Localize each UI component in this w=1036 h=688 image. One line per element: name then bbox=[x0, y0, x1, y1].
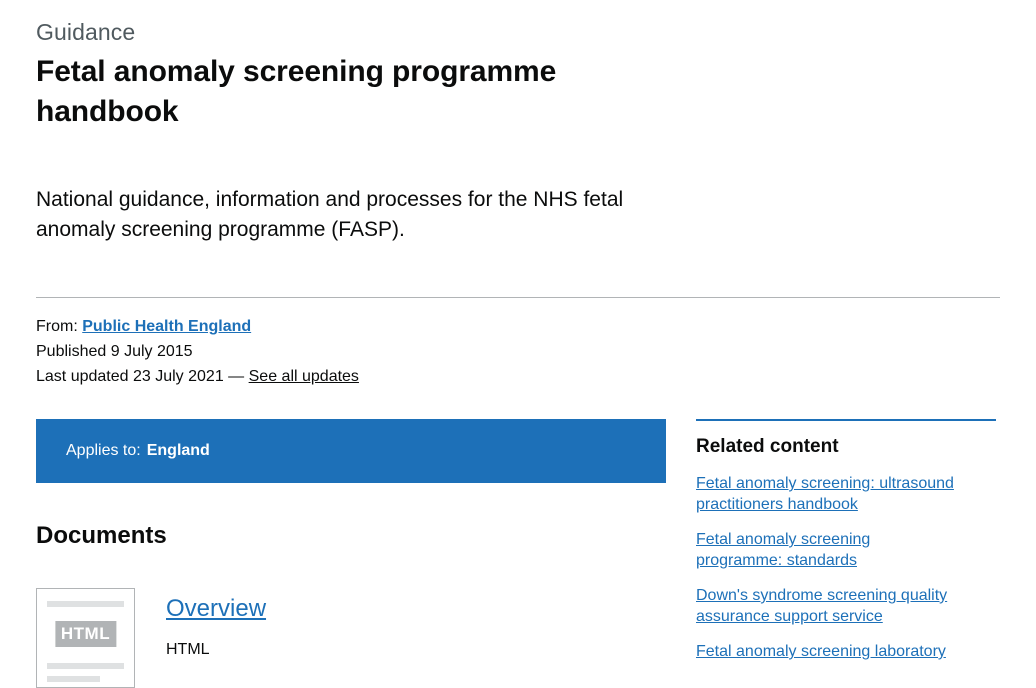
page-title: Fetal anomaly screening programme handbook bbox=[36, 55, 557, 128]
document-format-badge: HTML bbox=[55, 621, 116, 647]
document-item bbox=[36, 588, 666, 688]
last-updated-label: Last updated bbox=[36, 368, 129, 385]
main-column bbox=[36, 389, 666, 688]
related-content-heading: Related content bbox=[696, 436, 839, 457]
list-item bbox=[696, 529, 996, 571]
documents-heading: Documents bbox=[36, 522, 167, 549]
document-details bbox=[166, 588, 266, 688]
published-date: 9 July 2015 bbox=[110, 343, 193, 360]
see-all-updates-link[interactable]: See all updates bbox=[248, 368, 359, 385]
publication-metadata bbox=[36, 314, 1000, 389]
related-content-divider bbox=[696, 419, 996, 421]
from-organisation-link[interactable]: Public Health England bbox=[82, 318, 252, 335]
related-link-programme-standards[interactable]: Fetal anomaly screening programme: standards bbox=[696, 531, 871, 569]
document-thumbnail-icon bbox=[36, 588, 135, 688]
related-link-ultrasound-practitioners-handbook[interactable]: Fetal anomaly screening: ultrasound practitioners handbook bbox=[696, 475, 954, 513]
related-link-downs-syndrome-qa-service[interactable]: Down's syndrome screening quality assurance support service bbox=[696, 587, 948, 625]
list-item bbox=[696, 641, 996, 662]
applies-to-label: Applies to: bbox=[66, 442, 141, 459]
content-type-label: Guidance bbox=[36, 19, 136, 45]
page-description: National guidance, information and processes for the NHS fetal anomaly screening programme (FASP). bbox=[36, 188, 624, 241]
document-title-link[interactable]: Overview bbox=[166, 595, 267, 622]
list-item bbox=[696, 585, 996, 627]
related-link-screening-laboratory[interactable]: Fetal anomaly screening laboratory bbox=[696, 643, 946, 660]
thumb-line bbox=[47, 601, 124, 607]
updates-separator: — bbox=[228, 368, 245, 385]
published-label: Published bbox=[36, 343, 107, 360]
published-row bbox=[36, 339, 1000, 364]
thumb-line bbox=[47, 676, 100, 682]
last-updated-date: 23 July 2021 bbox=[132, 368, 224, 385]
thumb-line bbox=[47, 663, 124, 669]
header-divider bbox=[36, 297, 1000, 298]
page-header bbox=[36, 0, 1000, 245]
related-content-sidebar bbox=[696, 419, 996, 676]
document-format-label: HTML bbox=[166, 641, 210, 658]
from-row bbox=[36, 314, 1000, 339]
list-item bbox=[696, 473, 996, 515]
applies-to-value: England bbox=[146, 442, 210, 459]
related-links-list bbox=[696, 473, 996, 662]
last-updated-row bbox=[36, 364, 1000, 389]
applies-to-banner bbox=[36, 419, 666, 483]
from-label: From: bbox=[36, 318, 78, 335]
content-columns bbox=[36, 389, 1000, 688]
